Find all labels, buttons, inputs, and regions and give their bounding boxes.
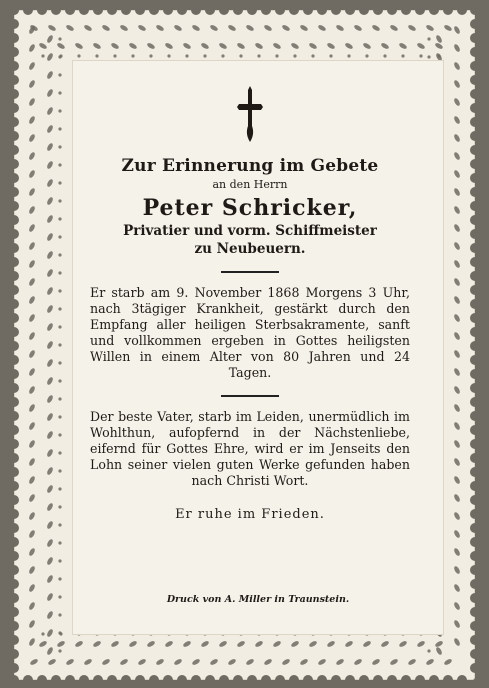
title-line-2: zu Neubeuern. — [194, 241, 306, 257]
memorial-heading: Zur Erinnerung im Gebete — [121, 156, 379, 176]
intro-text: an den Herrn — [212, 178, 288, 191]
divider — [221, 395, 279, 397]
printer-imprint: Druck von A. Miller in Traunstein. — [166, 594, 350, 605]
title-line-1: Privatier und vorm. Schiffmeister — [123, 223, 377, 239]
card-content — [90, 86, 410, 522]
divider — [221, 271, 279, 273]
tribute-paragraph: Der beste Vater, starb im Leiden, unermüdlich im Wohlthun, aufopfernd in der Nächstenliebe, eifernd für Gottes Ehre, wird er im Jenseits den Lohn seiner vielen guten Werke gefunden haben nach Christi Wort. — [90, 409, 410, 488]
latin-cross-icon — [237, 86, 263, 142]
deceased-name: Peter Schricker, — [142, 195, 358, 221]
death-paragraph: Er starb am 9. November 1868 Morgens 3 Uhr, nach 3tägiger Krankheit, gestärkt durch den Empfang aller heiligen Sterbsakramente, sanft und vollkommen ergeben in Gottes heiligsten Willen in einem Alter von 80 Jahren und 24 Tagen. — [90, 285, 410, 380]
closing-line: Er ruhe im Frieden. — [175, 507, 325, 522]
